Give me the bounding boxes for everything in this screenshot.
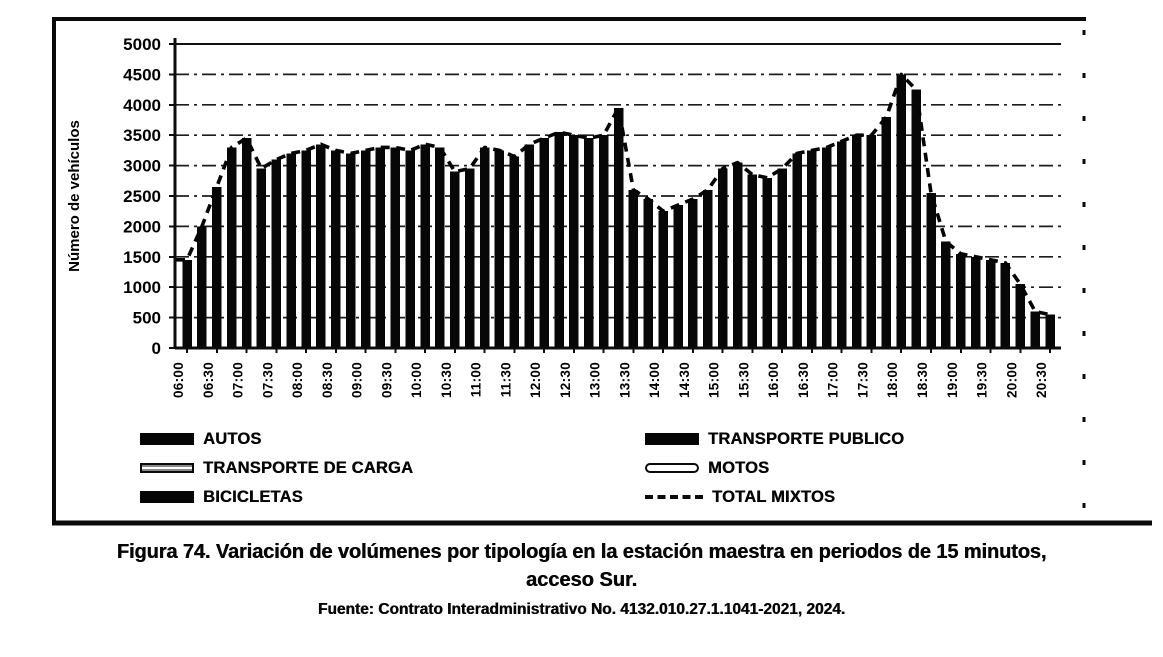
legend-item-motos	[645, 457, 1060, 479]
stacked-bar	[242, 138, 252, 348]
stacked-bar	[391, 147, 401, 348]
y-tick-label: 1000	[123, 278, 161, 298]
stacked-bar	[420, 144, 430, 348]
stacked-bar	[301, 150, 311, 348]
figure-caption-line1: Figura 74. Variación de volúmenes por tipología en la estación maestra en periodos de 15 minutos,	[116, 541, 1047, 563]
total-mixtos-dashed-line-icon	[645, 495, 703, 499]
x-tick-label: 06:00	[171, 362, 186, 399]
stacked-bar	[792, 153, 802, 348]
stacked-bar	[495, 150, 505, 348]
stacked-bar	[911, 90, 921, 348]
legend-label-total-mixtos: TOTAL MIXTOS	[712, 487, 836, 506]
transporte-de-carga-swatch-icon	[140, 463, 194, 473]
x-tick-label: 11:30	[498, 362, 514, 398]
stacked-bar	[956, 254, 966, 348]
x-tick-label: 15:30	[736, 362, 752, 399]
stacked-bar	[331, 150, 341, 348]
x-tick-label: 16:30	[796, 362, 811, 399]
x-tick-label: 20:00	[1004, 362, 1020, 399]
stacked-bar	[525, 144, 535, 348]
x-tick-label: 17:00	[825, 362, 841, 399]
stacked-bar	[286, 153, 296, 348]
stacked-bar	[376, 147, 386, 348]
y-tick-label: 0	[151, 339, 161, 358]
stacked-bar	[882, 117, 892, 348]
legend-label-transporte-de-carga: TRANSPORTE DE CARGA	[203, 458, 414, 477]
stacked-bar	[629, 190, 639, 348]
stacked-bar	[450, 172, 460, 348]
stacked-bar	[584, 138, 594, 348]
stacked-bar	[852, 135, 862, 348]
x-tick-label: 20:30	[1034, 362, 1049, 399]
stacked-bar	[1045, 315, 1055, 348]
legend-item-total-mixtos	[645, 486, 1060, 508]
stacked-bar	[763, 178, 773, 348]
x-tick-label: 09:00	[349, 362, 365, 399]
y-tick-label: 5000	[123, 35, 161, 54]
x-tick-label: 14:00	[647, 362, 663, 399]
stacked-bar	[599, 135, 609, 348]
x-tick-label: 07:00	[230, 362, 246, 399]
x-tick-label: 19:00	[944, 362, 960, 399]
x-tick-label: 08:30	[319, 362, 335, 399]
stacked-bar	[718, 169, 728, 348]
stacked-bar	[941, 242, 951, 348]
stacked-bar	[361, 150, 371, 348]
x-tick-label: 13:00	[587, 362, 603, 399]
stacked-bar	[182, 260, 192, 348]
x-tick-label: 07:30	[260, 362, 276, 399]
y-axis-title: Número de vehículos	[66, 120, 83, 272]
y-tick-label: 2000	[123, 217, 161, 237]
stacked-bar	[926, 193, 936, 348]
x-tick-label: 11:00	[468, 362, 484, 398]
stacked-bar	[897, 74, 907, 348]
motos-swatch-icon	[645, 463, 699, 473]
stacked-bar	[316, 144, 326, 348]
stacked-bar	[807, 150, 817, 348]
legend-item-autos	[140, 428, 645, 450]
stacked-bar	[733, 163, 743, 348]
legend-item-bicicletas	[140, 486, 645, 508]
legend-label-bicicletas: BICICLETAS	[203, 487, 303, 506]
x-tick-label: 15:00	[706, 362, 722, 399]
stacked-bar	[1001, 263, 1011, 348]
x-tick-label: 12:30	[557, 362, 573, 399]
y-tick-label: 4000	[123, 95, 161, 115]
stacked-bar	[822, 147, 832, 348]
y-tick-label: 3500	[123, 126, 161, 146]
x-tick-label: 16:00	[766, 362, 782, 399]
stacked-bar	[554, 132, 564, 348]
x-tick-label: 18:30	[915, 362, 930, 399]
figure-source: Fuente: Contrato Interadministrativo No. 4132.010.27.1.1041-2021, 2024.	[317, 601, 846, 618]
stacked-bar	[212, 187, 222, 348]
stacked-bar	[614, 108, 624, 348]
stacked-bar	[510, 157, 519, 349]
stacked-bar	[971, 257, 981, 348]
stacked-bar	[673, 205, 683, 348]
stacked-bar	[688, 199, 698, 348]
stacked-bar	[1030, 312, 1040, 349]
stacked-bar	[539, 138, 549, 348]
legend-label-autos: AUTOS	[203, 429, 262, 448]
y-tick-label: 3000	[123, 156, 161, 176]
stacked-bar	[227, 147, 237, 348]
x-tick-label: 18:00	[885, 362, 901, 399]
legend-item-transporte-publico	[645, 428, 1060, 450]
x-tick-label: 10:30	[438, 362, 454, 399]
chart-legend	[140, 428, 1060, 508]
stacked-bar	[480, 147, 490, 348]
stacked-bar	[406, 150, 416, 348]
transporte-publico-swatch-icon	[645, 433, 699, 445]
stacked-bar	[778, 169, 788, 348]
stacked-bar	[197, 226, 207, 348]
x-tick-label: 14:30	[676, 362, 692, 399]
y-tick-label: 4500	[123, 65, 161, 85]
x-tick-label: 09:30	[379, 362, 395, 399]
x-tick-label: 10:00	[409, 362, 425, 399]
x-tick-label: 17:30	[855, 362, 871, 399]
stacked-bar	[346, 153, 356, 348]
stacked-bar	[867, 135, 877, 348]
x-tick-label: 13:30	[617, 362, 633, 399]
legend-label-transporte-publico: TRANSPORTE PUBLICO	[708, 429, 905, 448]
stacked-bar	[465, 169, 475, 348]
bicicletas-swatch-icon	[140, 491, 194, 503]
stacked-bar	[257, 169, 267, 348]
stacked-bar	[272, 160, 282, 349]
stacked-bar	[748, 175, 758, 348]
y-tick-label: 1500	[123, 247, 161, 267]
stacked-bar	[986, 260, 996, 348]
figure-caption-line2: acceso Sur.	[525, 569, 638, 591]
x-tick-label: 08:00	[290, 362, 305, 399]
stacked-bar	[644, 199, 654, 348]
stacked-bar	[837, 141, 847, 348]
y-tick-label: 2500	[123, 187, 161, 206]
y-tick-label: 500	[132, 308, 161, 328]
stacked-bar	[435, 147, 445, 348]
x-tick-label: 12:00	[528, 362, 544, 399]
stacked-bar	[703, 190, 713, 348]
legend-label-motos: MOTOS	[708, 458, 770, 477]
x-tick-label: 06:30	[200, 362, 216, 399]
stacked-bar	[658, 211, 668, 348]
autos-swatch-icon	[140, 433, 194, 445]
x-tick-label: 19:30	[974, 362, 990, 399]
stacked-bar	[569, 135, 579, 348]
legend-item-transporte-de-carga	[140, 457, 645, 479]
